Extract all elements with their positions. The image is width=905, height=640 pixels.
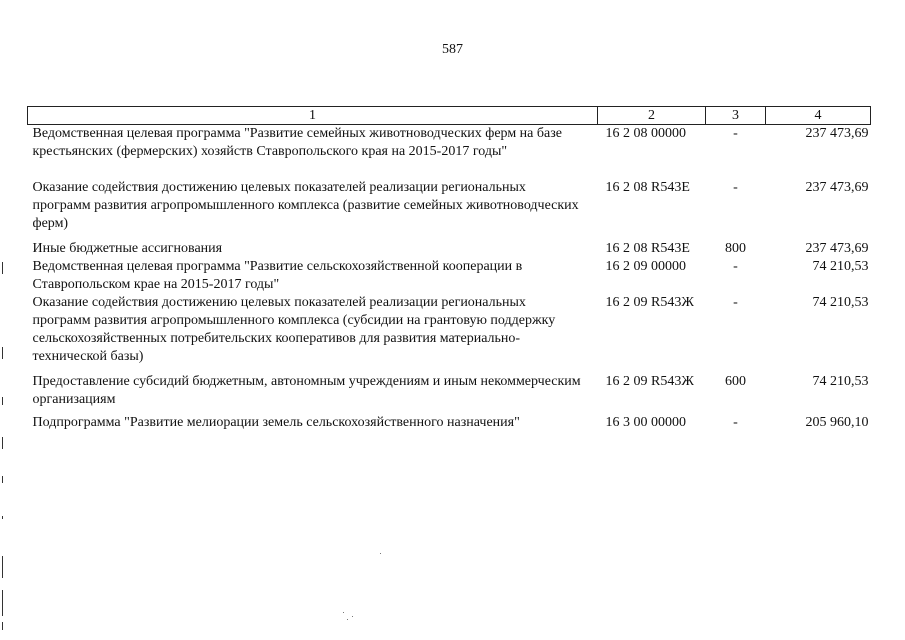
page-number: 587 <box>442 42 463 57</box>
row-name: Ведомственная целевая программа "Развитие сельскохозяйственной кооперации в Ставропольском крае на 2015-2017 годы" <box>32 259 523 292</box>
row-name: Подпрограмма "Развитие мелиорации земель сельскохозяйственного назначения" <box>32 415 520 430</box>
scan-margin-mark <box>2 476 3 483</box>
row-type: - <box>733 126 738 141</box>
row-sum: 74 210,53 <box>812 295 869 310</box>
row-type: - <box>733 180 738 195</box>
row-code: 16 2 08 R543Е <box>605 180 690 195</box>
row-name: Оказание содействия достижению целевых показателей реализации региональных программ развития агропромышленного комплекса (субсидии на грантовую поддержку сельскохозяйственных потребительских кооперативов для развития материально-технической базы) <box>32 295 556 364</box>
scan-margin-mark <box>2 590 3 616</box>
row-type: - <box>733 295 738 310</box>
row-sum: 237 473,69 <box>805 241 869 256</box>
row-code: 16 2 08 00000 <box>605 126 686 141</box>
row-name: Предоставление субсидий бюджетным, автономным учреждениям и иным некоммерческим организациям <box>32 374 581 407</box>
scan-speck <box>343 612 344 613</box>
row-sum: 205 960,10 <box>805 415 869 430</box>
row-sum: 237 473,69 <box>805 180 869 195</box>
row-sum: 74 210,53 <box>812 374 869 389</box>
table-row <box>28 240 871 258</box>
scan-margin-mark <box>2 556 3 578</box>
row-code: 16 2 08 R543Е <box>605 241 690 256</box>
budget-table <box>27 106 871 432</box>
table-row <box>28 294 871 373</box>
scan-margin-mark <box>2 262 3 274</box>
table-header-row <box>28 107 871 125</box>
header-column-1: 1 <box>28 107 598 125</box>
scan-speck <box>380 553 381 554</box>
scan-speck <box>352 616 353 617</box>
scan-margin-mark <box>2 622 3 630</box>
scan-margin-mark <box>2 437 3 449</box>
header-column-4: 4 <box>766 107 871 125</box>
row-sum: 74 210,53 <box>812 259 869 274</box>
row-type: 800 <box>725 241 746 256</box>
header-column-2: 2 <box>598 107 706 125</box>
row-type: - <box>733 415 738 430</box>
row-type: - <box>733 259 738 274</box>
row-name: Оказание содействия достижению целевых показателей реализации региональных программ развития агропромышленного комплекса (развитие семейных животноводческих ферм) <box>32 180 579 231</box>
row-name: Ведомственная целевая программа "Развитие семейных животноводческих ферм на базе крестьянских (фермерских) хозяйств Ставропольского края на 2015-2017 годы" <box>32 126 562 159</box>
row-code: 16 3 00 00000 <box>605 415 686 430</box>
table-row <box>28 179 871 240</box>
scan-margin-mark <box>2 397 3 405</box>
scan-margin-mark <box>2 516 3 519</box>
row-code: 16 2 09 R543Ж <box>605 374 694 389</box>
table-row <box>28 414 871 432</box>
table-row <box>28 258 871 294</box>
row-code: 16 2 09 00000 <box>605 259 686 274</box>
scan-speck <box>347 619 348 620</box>
row-name: Иные бюджетные ассигнования <box>32 241 223 256</box>
row-sum: 237 473,69 <box>805 126 869 141</box>
table-row <box>28 125 871 180</box>
row-code: 16 2 09 R543Ж <box>605 295 694 310</box>
scan-margin-mark <box>2 347 3 359</box>
header-column-3: 3 <box>706 107 766 125</box>
row-type: 600 <box>725 374 746 389</box>
table-row <box>28 373 871 414</box>
